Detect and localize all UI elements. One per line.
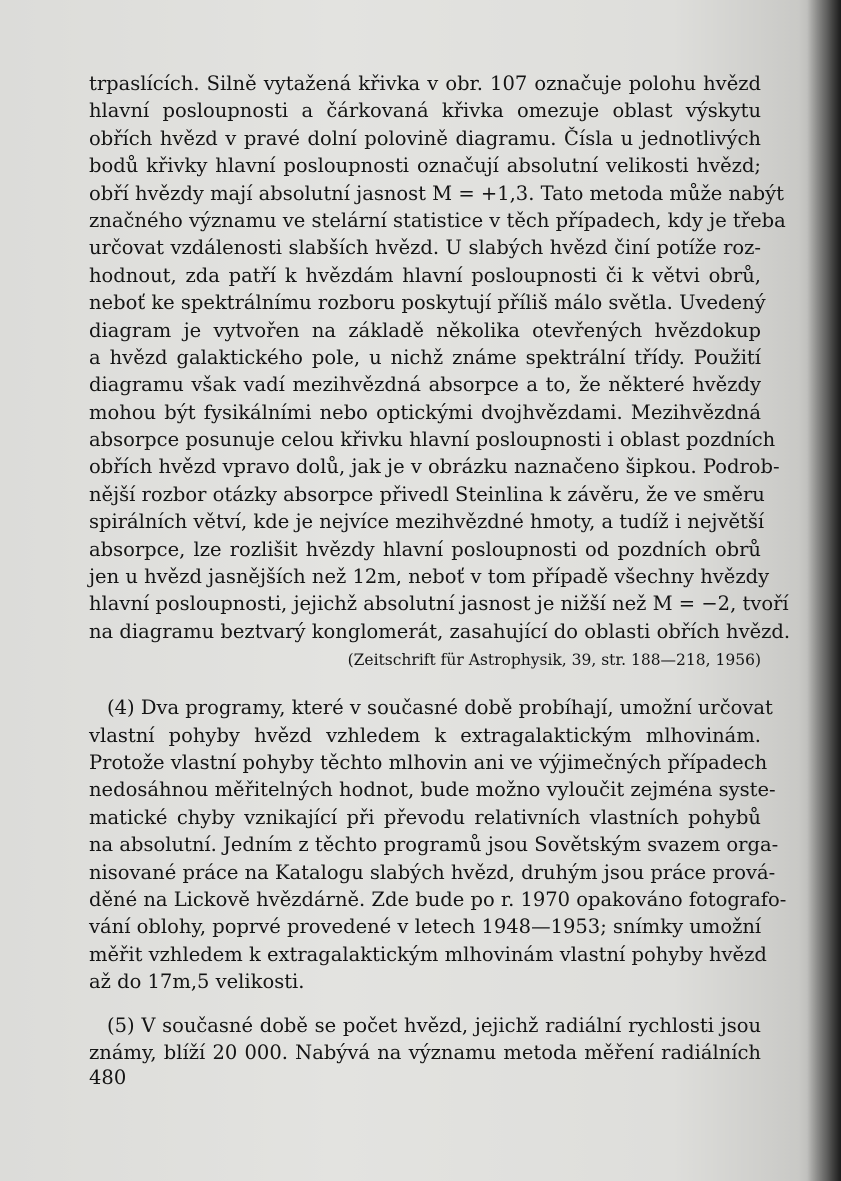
text-line: určovat vzdálenosti slabších hvězd. U slabých hvězd činí potíže roz- xyxy=(89,236,761,260)
text-line: mohou být fysikálními nebo optickými dvojhvězdami. Mezihvězdná xyxy=(89,400,761,424)
text-line: měřit vzhledem k extragalaktickým mlhovinám vlastní pohyby hvězd xyxy=(89,942,767,966)
text-line: (5) V současné době se počet hvězd, jejichž radiální rychlosti jsou xyxy=(107,1013,761,1037)
text-line: hodnout, zda patří k hvězdám hlavní posloupnosti či k větvi obrů, xyxy=(89,263,761,287)
main-paragraph xyxy=(89,70,791,678)
text-line: nedosáhnou měřitelných hodnot, bude možno vyloučit zejména syste- xyxy=(89,778,776,802)
footnote-4 xyxy=(89,694,787,995)
text-line: nější rozbor otázky absorpce přivedl Steinlina k závěru, že ve směru xyxy=(89,482,765,506)
footnote-5 xyxy=(89,1012,761,1067)
text-line: značného významu ve stelární statistice v těch případech, kdy je třeba xyxy=(89,208,786,232)
text-line: neboť ke spektrálnímu rozboru poskytují příliš málo světla. Uvedený xyxy=(89,291,766,315)
text-line: děné na Lickově hvězdárně. Zde bude po r. 1970 opakováno fotografo- xyxy=(89,887,787,911)
text-line: diagram je vytvořen na základě několika otevřených hvězdokup xyxy=(89,318,761,342)
text-line: nisované práce na Katalogu slabých hvězd, druhým jsou práce prová- xyxy=(89,860,776,884)
text-line: spirálních větví, kde je nejvíce mezihvězdné hmoty, a tudíž i největší xyxy=(89,510,765,534)
page-number: 480 xyxy=(89,1066,127,1089)
text-line: na diagramu beztvarý konglomerát, zasahující do oblasti obřích hvězd. xyxy=(89,619,791,643)
text-line: a hvězd galaktického pole, u nichž známe spektrální třídy. Použití xyxy=(89,345,761,369)
text-line: známy, blíží 20 000. Nabývá na významu metoda měření radiálních xyxy=(89,1040,761,1064)
footnote-marker: (4) xyxy=(107,696,135,720)
text-line: obří hvězdy mají absolutní jasnost M = +1,3. Tato metoda může nabýt xyxy=(89,181,785,205)
text-line: na absolutní. Jedním z těchto programů jsou Sovětským svazem orga- xyxy=(89,833,779,857)
text-line: jen u hvězd jasnějších než 12m, neboť v tom případě všechny hvězdy xyxy=(89,565,770,589)
text-line: vlastní pohyby hvězd vzhledem k extragalaktickým mlhovinám. xyxy=(89,723,761,747)
text-block xyxy=(89,70,791,1066)
text-line: diagramu však vadí mezihvězdná absorpce a to, že některé hvězdy xyxy=(89,373,761,397)
text-line: absorpce, lze rozlišit hvězdy hlavní posloupnosti od pozdních obrů xyxy=(89,537,761,561)
text-line: vání oblohy, poprvé provedené v letech 1948—1953; snímky umožní xyxy=(89,915,762,939)
text-line: hlavní posloupnosti, jejichž absolutní jasnost je nižší než M = −2, tvoří xyxy=(89,592,789,616)
text-line: Protože vlastní pohyby těchto mlhovin ani ve výjimečných případech xyxy=(89,750,768,774)
binding-shadow xyxy=(807,0,841,1181)
text-line: obřích hvězd v pravé dolní polovině diagramu. Čísla u jednotlivých xyxy=(89,126,761,150)
text-line: obřích hvězd vpravo dolů, jak je v obrázku naznačeno šipkou. Podrob- xyxy=(89,455,780,479)
text-line: absorpce posunuje celou křivku hlavní posloupnosti i oblast pozdních xyxy=(89,428,776,452)
text-line: až do 17m,5 velikosti. xyxy=(89,970,305,994)
citation: (Zeitschrift für Astrophysik, 39, str. 188—218, 1956) xyxy=(347,651,761,670)
text-line: matické chyby vznikající při převodu relativních vlastních pohybů xyxy=(89,805,761,829)
footnote-marker: (5) xyxy=(107,1013,135,1037)
text-line: (4) Dva programy, které v současné době probíhají, umožní určovat xyxy=(107,696,773,720)
text-line: bodů křivky hlavní posloupnosti označují absolutní velikosti hvězd; xyxy=(89,154,761,178)
text-line: trpaslících. Silně vytažená křivka v obr. 107 označuje polohu hvězd xyxy=(89,72,761,95)
text-line: hlavní posloupnosti a čárkovaná křivka omezuje oblast výskytu xyxy=(89,99,761,123)
